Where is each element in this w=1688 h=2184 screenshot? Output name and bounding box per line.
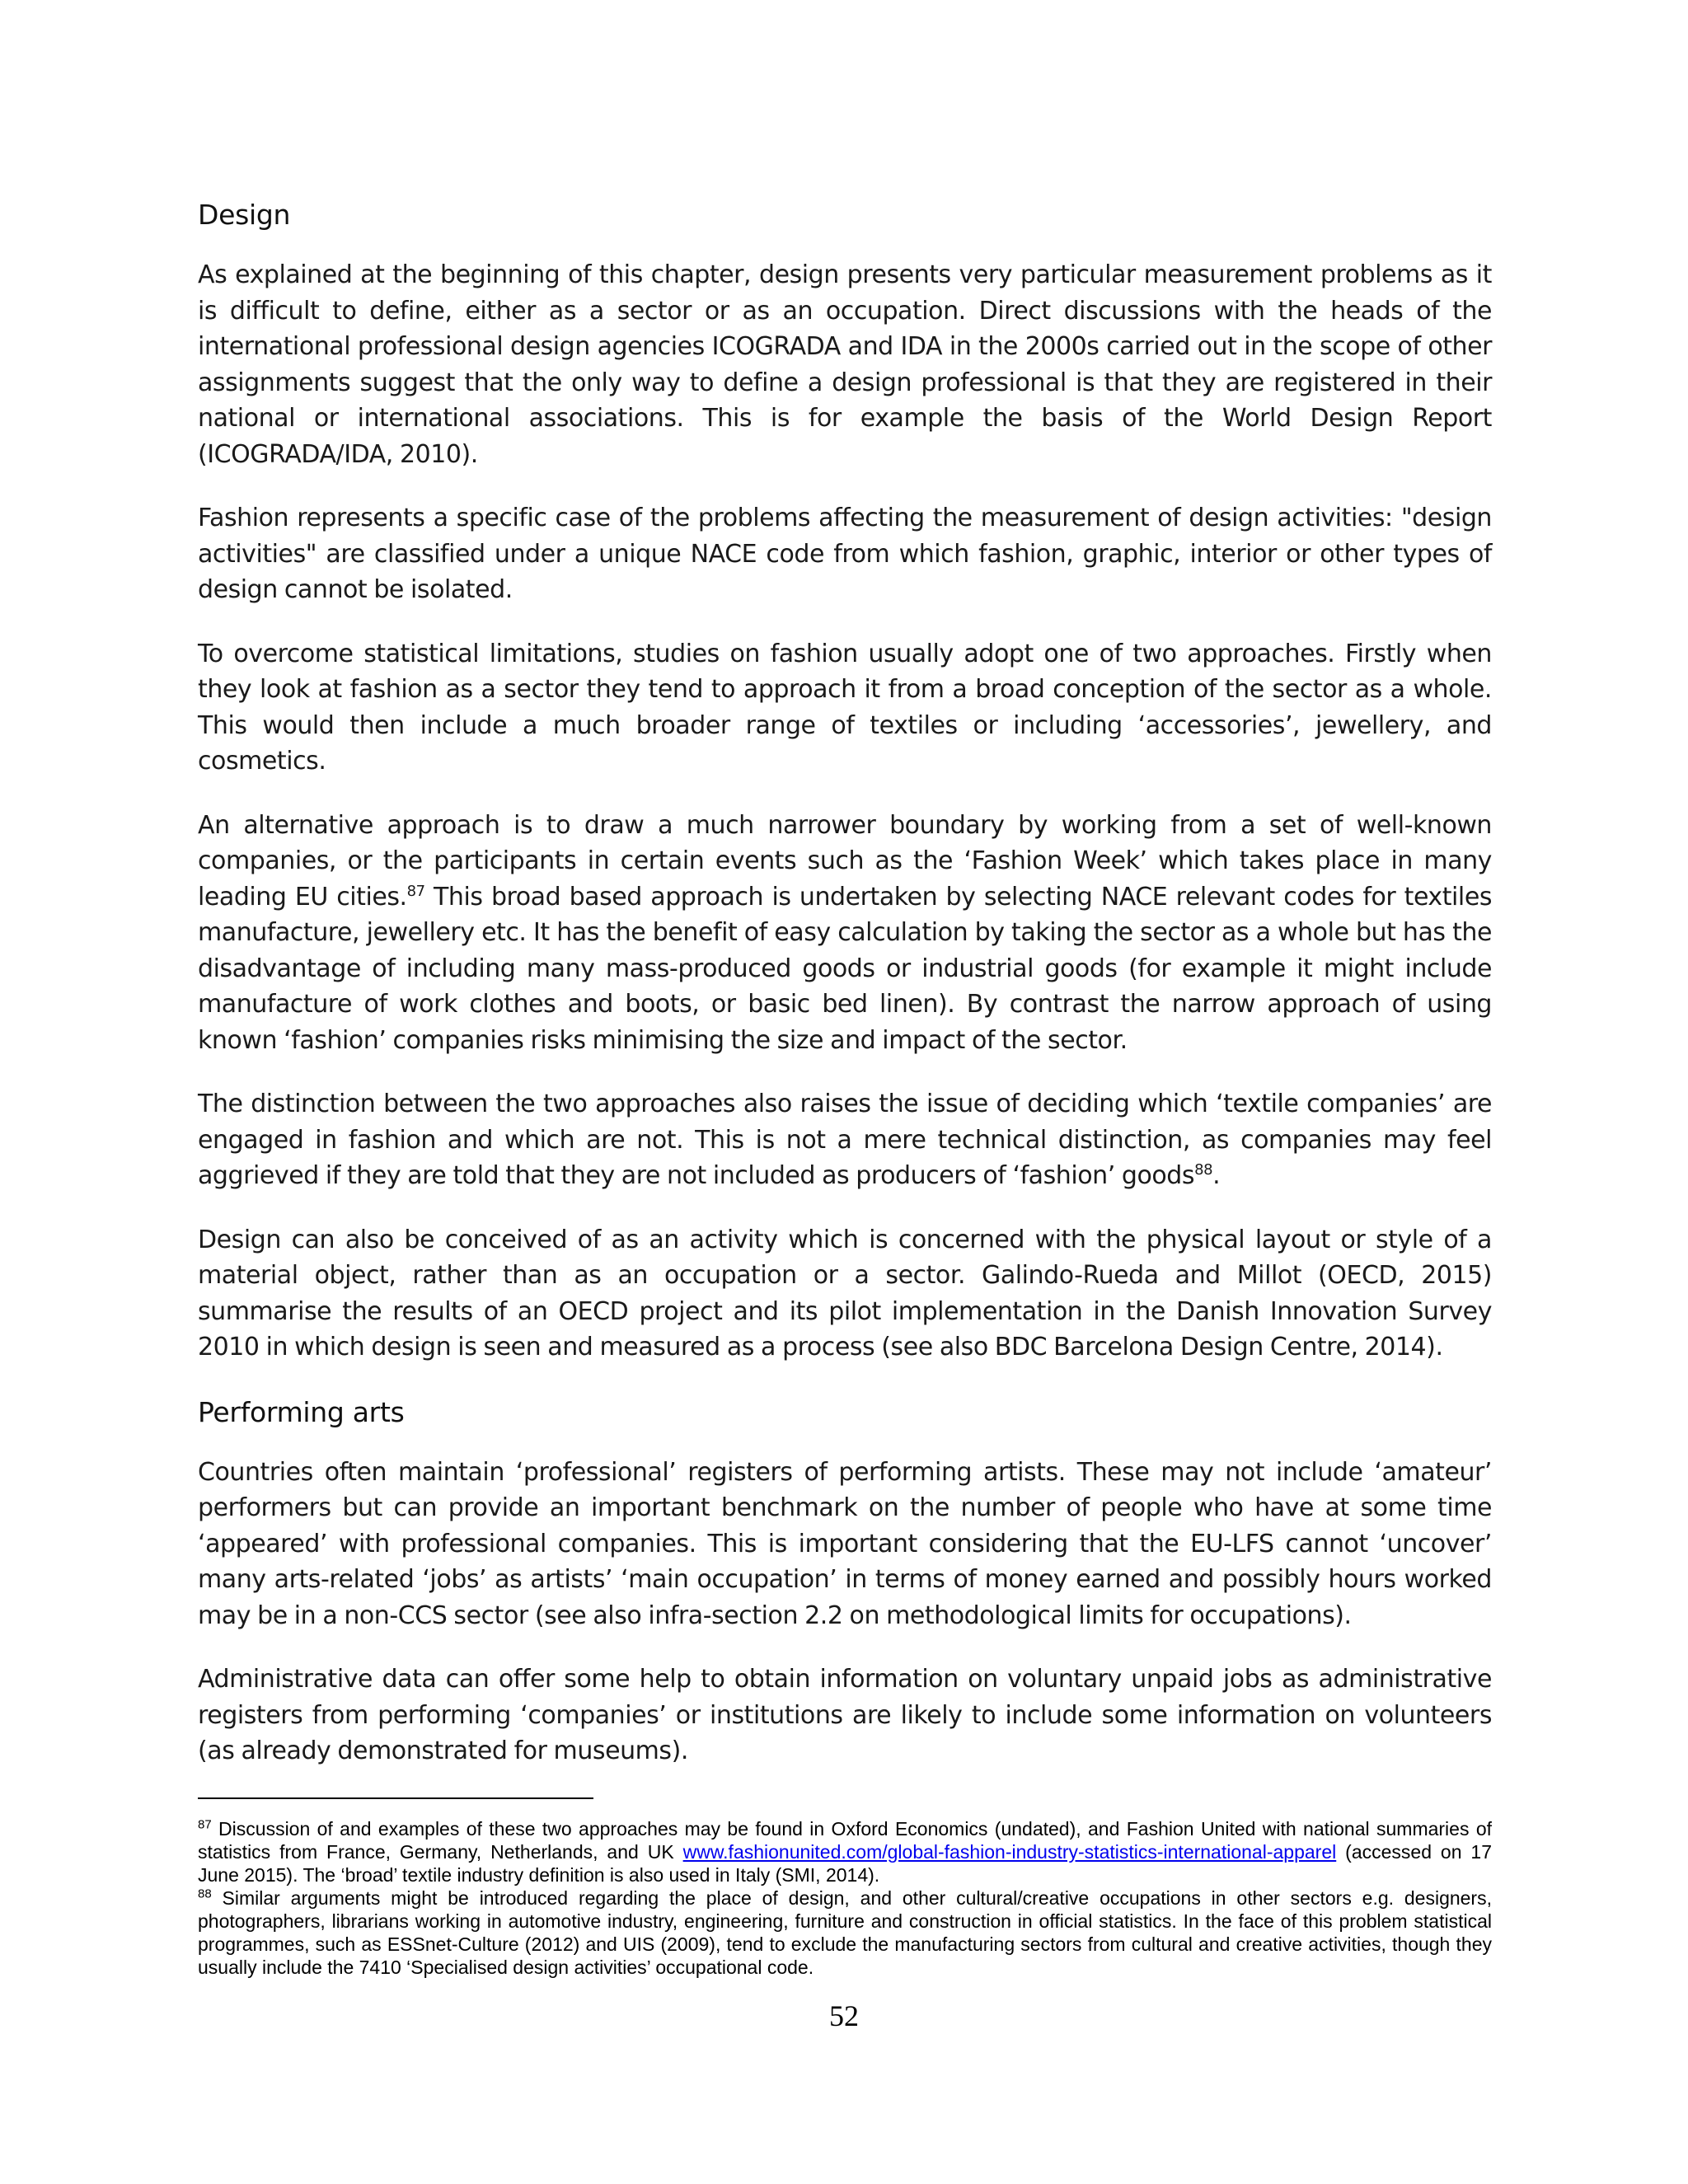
footnote-number: 88: [198, 1886, 212, 1900]
footnotes: [198, 1817, 1492, 1979]
paragraph-design-intro: As explained at the beginning of this chapter, design presents very particular measurement problems as it is difficult to define, either as a sector or as an occupation. Direct discussions with the heads of the international professional design agencies ICOGRADA and IDA in the 2000s carried out in the scope of other assignments suggest that the only way to define a design professional is that they are registered in their national or international associations. This is for example the basis of the World Design Report (ICOGRADA/IDA, 2010).: [198, 260, 1492, 469]
footnote-87: [198, 1817, 1492, 1886]
footnote-88: [198, 1886, 1492, 1979]
section-heading-performing-arts: Performing arts: [198, 1395, 405, 1428]
footnote-separator: [198, 1797, 593, 1799]
footnote-ref-87[interactable]: 87: [406, 882, 425, 900]
footnote-text: (accessed on 17 June 2015). The ‘broad’ textile industry definition is also used in Italy (SMI, 2014).: [198, 1840, 1492, 1886]
page-number: 52: [829, 1999, 859, 2032]
paragraph-text: This broad based approach is undertaken by selecting NACE relevant codes for textiles manufacture, jewellery etc. It has the benefit of easy calculation by taking the sector as a whole but has the disadvantage of including many mass-produced goods or industrial goods (for example it might include manufacture of work clothes and boots, or basic bed linen). By contrast the narrow approach of using known ‘fashion’ companies risks minimising the size and impact of the sector.: [198, 882, 1493, 1055]
paragraph-design-activity: Design can also be conceived of as an activity which is concerned with the physical layout or style of a material object, rather than as an occupation or a sector. Galindo-Rueda and Millot (OECD, 2015) summarise the results of an OECD project and its pilot implementation in the Danish Innovation Survey 2010 in which design is seen and measured as a process (see also BDC Barcelona Design Centre, 2014).: [198, 1225, 1492, 1361]
fashionunited-link[interactable]: www.fashionunited.com/global-fashion-industry-statistics-international-apparel: [682, 1840, 1337, 1863]
paragraph-text: An alternative approach is to draw a much narrower boundary by working from a set of well-known companies, or the participants in certain events such as the ‘Fashion Week’ which takes place in many leading EU cities.: [198, 810, 1492, 912]
footnote-text: Discussion of and examples of these two approaches may be found in Oxford Economics (undated), and Fashion United with national summaries of statistics from France, Germany, Netherlands, and UK: [198, 1817, 1492, 1863]
footnote-text: Similar arguments might be introduced regarding the place of design, and other cultural/creative occupations in other sectors e.g. designers, photographers, librarians working in automotive industry, engineering, furniture and construction in official statistics. In the face of this problem statistical programmes, such as ESSnet-Culture (2012) and UIS (2009), tend to exclude the manufacturing sectors from cultural and creative activities, though they usually include the 7410 ‘Specialised design activities’ occupational code.: [198, 1886, 1492, 1978]
footnote-ref-88[interactable]: 88: [1194, 1161, 1213, 1179]
page-content: [198, 196, 1492, 1979]
paragraph-fashion-approaches: To overcome statistical limitations, studies on fashion usually adopt one of two approaches. Firstly when they look at fashion as a sector they tend to approach it from a broad conception of the sector as a whole. This would then include a much broader range of textiles or including ‘accessories’, jewellery, and cosmetics.: [198, 639, 1492, 776]
paragraph-registers: Countries often maintain ‘professional’ registers of performing artists. These may not include ‘amateur’ performers but can provide an important benchmark on the number of people who have at some time ‘appeared’ with professional companies. This is important considering that the EU-LFS cannot ‘uncover’ many arts-related ‘jobs’ as artists’ ‘main occupation’ in terms of money earned and possibly hours worked may be in a non-CCS sector (see also infra-section 2.2 on methodological limits for occupations).: [198, 1457, 1492, 1630]
section-heading-design: Design: [198, 199, 291, 231]
paragraph-text: .: [1212, 1161, 1221, 1190]
paragraph-administrative-data: Administrative data can offer some help to obtain information on voluntary unpaid jobs as administrative registers from performing ‘companies’ or institutions are likely to include some information on volunteers (as already demonstrated for museums).: [198, 1665, 1492, 1765]
paragraph-distinction: [198, 1086, 1492, 1194]
paragraph-fashion-case: Fashion represents a specific case of the problems affecting the measurement of design activities: "design activities" are classified under a unique NACE code from which fashion, graphic, interior or other types of design cannot be isolated.: [198, 504, 1492, 604]
footnote-number: 87: [198, 1816, 212, 1831]
paragraph-text: The distinction between the two approaches also raises the issue of deciding which ‘textile companies’ are engaged in fashion and which are not. This is not a mere technical distinction, as companies may feel aggrieved if they are told that they are not included as producers of ‘fashion’ goods: [198, 1090, 1492, 1190]
paragraph-alternative-approach: [198, 808, 1492, 1059]
